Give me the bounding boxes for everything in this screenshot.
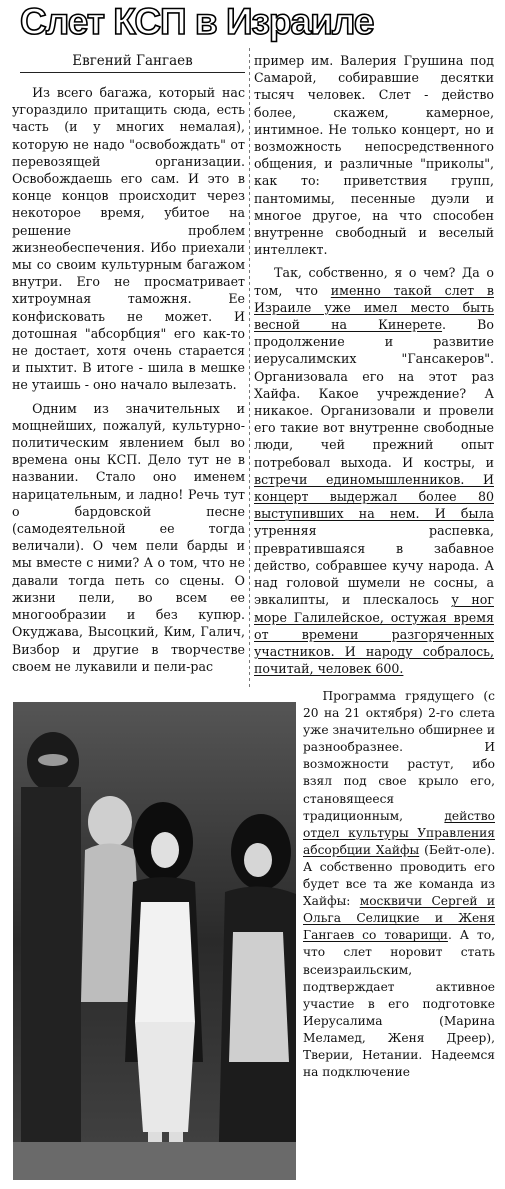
author-byline: Евгений Гангаев [20,52,245,73]
underlined-text: москвичи Сергей и Ольга Селицкие и Женя Гангаев со товарищи [303,894,495,943]
text-run: (Бейт-оле). А собственно проводить его будет все та же команда из Хайфы: [303,842,495,909]
paragraph: Одним из значительных и мощнейших, пожалуй, культурно-политическим явлением был во времена оны КСП. Дело тут не в названии. Стало оно именем нарицательным, и ладно! Речь тут о бардовской песне (самодеятельной ее тогда величали). О чем пели барды и мы вместе с ними? А о том, что не давали тогда петь со сцены. О жизни пели, во всем ее многообразии и без купюр. Окуджава, Высоцкий, Ким, Галич, Визбор и другие в творчестве своем не лукавили и пели-рас [12,400,245,674]
article-column-right-lower [303,688,495,1188]
paragraph [303,688,495,1081]
underlined-text: встречи единомышленников. И концерт выдержал более 80 выступивших на нем. И была [254,471,494,522]
article-column-left [12,84,245,689]
text-run: утренняя распевка, превратившаяся в забавное действо, собравшее кучу народа. А над головой шумели не сосны, а эвкалипты, и плескалось [254,523,494,608]
paragraph: Из всего багажа, который нас угораздило притащить сюда, есть часть (и у многих немалая), которую не надо "освобождать" от перевозящей организации. Освобождаешь его сам. И это в конце концов происходит через некоторое время, убитое на решение проблем жизнеобеспечения. Ибо приехали мы со своим культурным багажом внутри. Его не просматривает хитроумная таможня. Ее конфисковать не может. И дотошная "абсорбция" его как-то не достает, хотя очень старается и пыхтит. В итоге - шила в мешке не утаишь - оно начало вылезать. [12,85,245,393]
photo-illustration [13,702,296,1180]
article-photo [13,702,296,1180]
paragraph [254,264,494,677]
column-divider [249,48,250,688]
text-run: Так, собственно, я о чем? Да о том, что [254,265,494,298]
text-run: Программа грядущего (с 20 на 21 октября) 2-го слета уже значительно обширнее и разнообразнее. И возможности растут, ибо взял под свое крыло его, становящееся традиционным, [303,689,495,823]
paragraph: пример им. Валерия Грушина под Самарой, собиравшие десятки тысяч человек. Слет - действо более, скажем, камерное, интимное. Не только концерт, но и возможность непосредственного общения, и различные "приколы", как то: приветствия групп, пантомимы, песенные дуэли и многое другое, на что способен внутренне свободный и веселый интеллект. [254,53,494,258]
text-run: . А то, что слет норовит стать всеизраильским, подтверждает активное участие в его подготовке Иерусалима (Марина Меламед, Женя Дреер), Тверии, Нетании. Надеемся на подключение [303,928,495,1080]
text-run: . Во продолжение и развитие иерусалимских "Гансакеров". Организовала его на этот раз Хайфа. Какое учреждение? А никакое. Организовали и провели его такие вот внутренне свободные люди, чей прежний опыт потребовал выхода. И костры, и [254,317,494,470]
underlined-text: именно такой слет в Израиле уже имел место быть весной на Кинерете [254,282,494,333]
article-headline: Слет КСП в Израиле [20,1,374,42]
underlined-text: у ног море Галилейское, остужая время от времени разгоряченных участников. И народу собралось, почитай, человек 600. [254,592,494,677]
article-column-right [254,52,494,697]
underlined-text: действо отдел культуры Управления абсорбции Хайфы [303,808,495,857]
